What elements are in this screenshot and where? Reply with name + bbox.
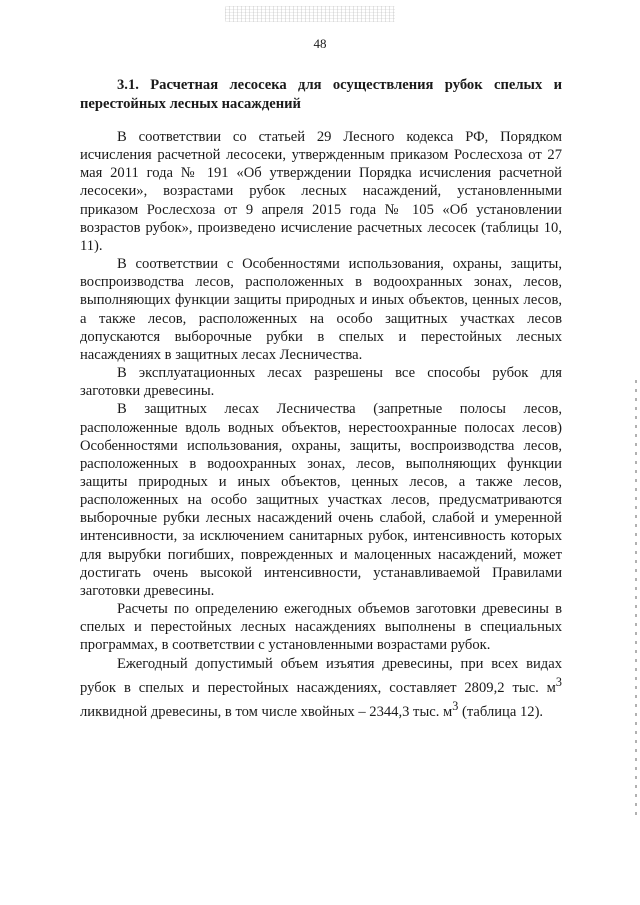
page-number: 48 bbox=[313, 36, 327, 51]
paragraph-6 bbox=[80, 655, 562, 721]
scan-edge-artifact bbox=[635, 380, 637, 820]
paragraph-3: В эксплуатационных лесах разрешены все способы рубок для заготовки древесины. bbox=[80, 365, 562, 400]
superscript-cubic-1: 3 bbox=[555, 674, 562, 689]
body-text bbox=[80, 128, 562, 721]
paragraph-2: В соответствии с Особенностями использования, охраны, защиты, воспроизводства лесов, расположенных в водоохранных зонах, лесов, выполняющих функции защиты природных и иных объектов, ценных лесов, а также лесов, расположенных на особо защитных участках лесов допускаются выборочные рубки в спелых и перестойных лесных насаждениях в защитных лесах Лесничества. bbox=[80, 256, 562, 363]
paragraph-1: В соответствии со статьей 29 Лесного кодекса РФ, Порядком исчисления расчетной лесосеки, утвержденным приказом Рослесхоза от 27 мая 2011 года № 191 «Об утверждении Порядка исчисления расчетной лесосеки», возрастами рубок лесных насаждений, установленными приказом Рослесхоза от 9 апреля 2015 года № 105 «Об установлении возрастов рубок», произведено исчисление расчетных лесосек (таблицы 10, 11). bbox=[80, 129, 562, 254]
section-heading: 3.1. Расчетная лесосека для осуществления рубок спелых и перестойных лесных насаждений bbox=[80, 77, 562, 112]
scan-artifact bbox=[225, 6, 395, 22]
paragraph-6-part1: Ежегодный допустимый объем изъятия древесины, при всех видах рубок в спелых и перестойных насаждениях, составляет 2809,2 тыс. м bbox=[80, 655, 562, 696]
paragraph-5: Расчеты по определению ежегодных объемов заготовки древесины в спелых и перестойных лесных насаждениях выполнены в специальных программах, в соответствии с установленными возрастами рубок. bbox=[80, 601, 562, 654]
paragraph-6-part3: (таблица 12). bbox=[458, 703, 544, 720]
paragraph-6-part2: ликвидной древесины, в том числе хвойных – 2344,3 тыс. м bbox=[80, 703, 453, 720]
paragraph-4: В защитных лесах Лесничества (запретные полосы лесов, расположенные вдоль водных объектов, нерестоохранные полосах лесов) Особенностями использования, охраны, защиты, воспроизводства лесов, расположенных в водоохранных зонах, лесов, выполняющих функции защиты природных и иных объектов, ценных лесов, а также лесов, расположенных на особо защитных участках лесов, предусматриваются выборочные рубки лесных насаждений очень слабой, слабой и умеренной интенсивности, за исключением санитарных рубок, интенсивность которых для вырубки погибших, поврежденных и малоценных насаждений, может достигать очень высокой интенсивности, устанавливаемой Правилами заготовки древесины. bbox=[80, 401, 562, 599]
superscript-cubic-2: 3 bbox=[452, 698, 459, 713]
